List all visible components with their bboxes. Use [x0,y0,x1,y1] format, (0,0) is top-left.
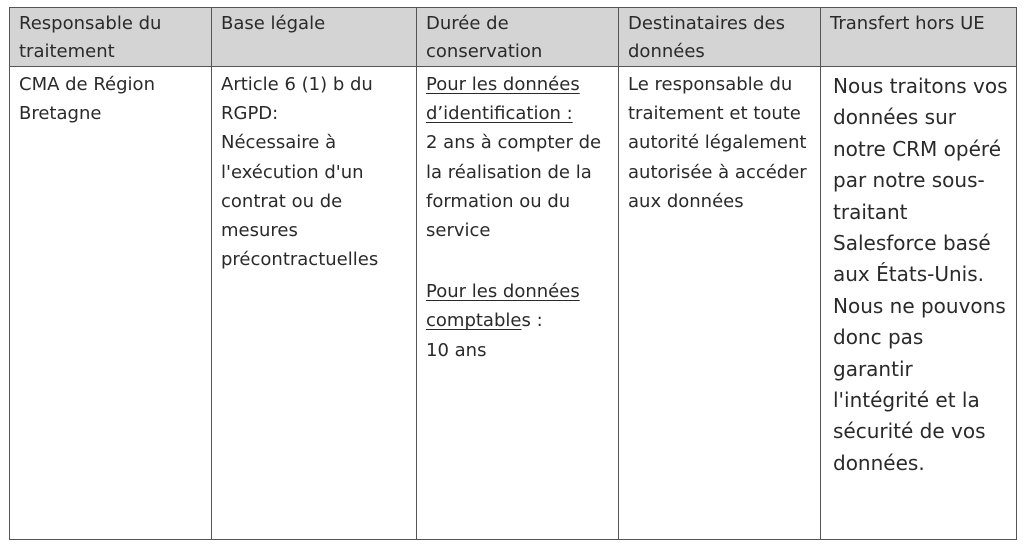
retention-accounting-text: 10 ans [426,339,487,361]
table-row [10,67,1017,540]
gdpr-processing-table [9,7,1017,540]
legal-basis-article: Article 6 (1) b du RGPD: [221,74,373,125]
header-transfer-outside-eu: Transfert hors UE [821,8,1017,67]
retention-accounting-heading [426,277,610,335]
header-controller: Responsable du traitement [10,8,212,67]
header-recipients: Destinataires des données [619,8,821,67]
retention-identification-text: 2 ans à compter de la réalisation de la formation ou du service [426,132,602,242]
cell-legal-basis [212,67,417,540]
cell-transfer-outside-eu: Nous traitons vos données sur notre CRM opéré par notre sous-traitant Salesforce basé aux États-Unis. Nous ne pouvons donc pas garantir l'intégrité et la sécurité de vos données. [821,67,1017,540]
retention-identification-heading: Pour les données d’identification : [426,74,580,125]
cell-controller: CMA de Région Bretagne [10,67,212,540]
header-legal-basis: Base légale [212,8,417,67]
retention-accounting-heading-underlined: Pour les données comptable [426,281,580,332]
cell-retention-period [417,67,619,540]
table-header-row [10,8,1017,67]
header-retention-period: Durée de conservation [417,8,619,67]
cell-recipients: Le responsable du traitement et toute autorité légalement autorisée à accéder aux données [619,67,821,540]
retention-spacer [426,245,610,277]
retention-accounting-heading-rest: s : [521,310,543,332]
legal-basis-description: Nécessaire à l'exécution d'un contrat ou de mesures précontractuelles [221,132,379,271]
